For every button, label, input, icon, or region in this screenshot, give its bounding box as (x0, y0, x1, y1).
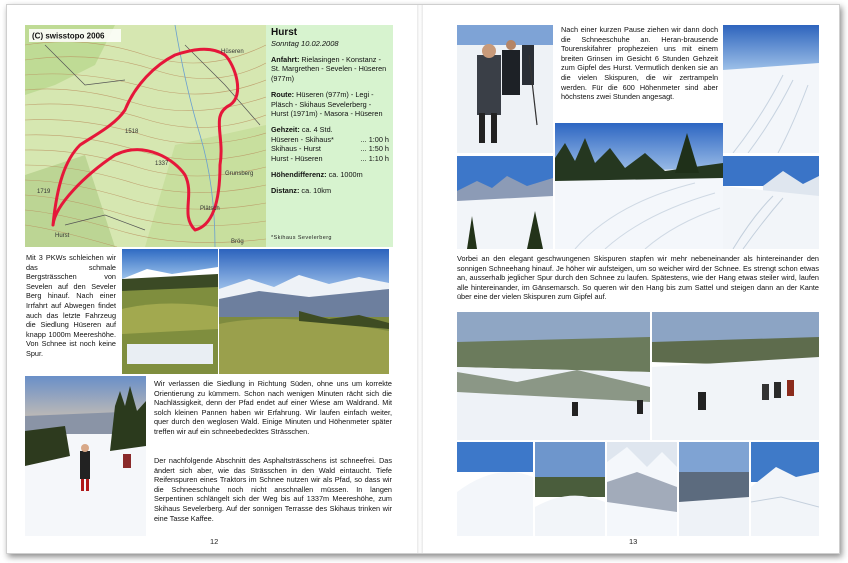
distanz-value: ca. 10km (301, 186, 332, 196)
photo-panorama (219, 249, 389, 374)
gehzeit-total: ca. 4 Std. (301, 125, 333, 135)
topo-map (25, 25, 266, 247)
photo-forest-snow-mid (555, 123, 723, 249)
skihaus-footnote: *Skihaus Sevelerberg (271, 235, 332, 241)
map-label: Grunsberg (225, 171, 254, 177)
map-label: Hüseren (221, 49, 244, 55)
photo-ski-tracks-svg (723, 25, 819, 153)
photo-ski-slope-right-svg (723, 156, 819, 249)
photo-climb-right-svg (652, 312, 819, 440)
photo-panorama-svg (219, 249, 389, 374)
route-label: Route: (271, 90, 295, 100)
photo-strip-3-svg (607, 442, 677, 536)
anfahrt-text: Rielasingen - Konstanz - St. Margrethen - Sevelen - Hüseren (977m) (271, 55, 387, 83)
photo-strip-4-svg (679, 442, 749, 536)
text-para-3: Der nachfolgende Abschnitt des Asphaltsträsschens ist schneefrei. Das ändert sich aber, wie das Strässchen in den Wald eintaucht. Tiefe Reifenspuren eines Traktors im Schnee nutzen wir als Pfad, so dass wir die Schneeschuhe noch nicht anschnallen müssen. In langen Serpentinen schlängelt sich der Weg bis auf 1337m Meereshöhe, zum Skihaus Sevelerberg. Auf der sonnigen Terrasse des Skihaus trinken wir eine Tasse Kaffee. (154, 456, 392, 523)
gehzeit-row (271, 144, 389, 153)
route-text: Hüseren (977m) - Legi - Pläsch - Skihaus Sevelerberg - Hurst (1971m) - Masora - Hüseren (271, 90, 383, 119)
hoehen-label: Höhendifferenz: (271, 170, 327, 180)
gehzeit-segment: Hüseren - Skihaus* (271, 134, 334, 144)
route-block (271, 90, 389, 118)
hoehen-block (271, 170, 389, 179)
photo-climb-right (652, 312, 819, 440)
page-left (7, 5, 417, 553)
tour-date: Sonntag 10.02.2008 (271, 39, 339, 48)
tour-info-box (266, 25, 393, 247)
photo-strip-2 (535, 442, 605, 536)
hoehen-value: ca. 1000m (328, 170, 363, 180)
map-label: 1518 (125, 129, 139, 135)
photo-strip-1-svg (457, 442, 533, 536)
photo-pasture (122, 249, 218, 374)
gehzeit-time: ... 1:50 h (360, 144, 389, 154)
photo-strip-1 (457, 442, 533, 536)
photo-hikers-group (457, 25, 553, 153)
photo-ski-slope-right (723, 156, 819, 249)
book-spread (6, 4, 840, 554)
text-para-5: Vorbei an den elegant geschwungenen Skispuren stapfen wir mehr nebeneinander als hintereinander den sonnigen Schneehang hinauf. Je höher wir aufsteigen, um so weicher wird der Schnee. Es strengt schon etwas an, ausserhalb jeglicher Spur durch den Schnee zu laufen. Spätestens, wie der Hang etwas steiler wird, laufen alle hintereinander, im Gänsemarsch. So queren wir den Hang bis zum Sattel und steigen dann an der Kante über eine der vielen Skispuren zum Gipfel auf. (457, 254, 819, 302)
text-para-2: Wir verlassen die Siedlung in Richtung Süden, ohne uns um korrekte Orientierung zu kümmern. Schon nach wenigen Minuten rächt sich die Nachlässigkeit, denn der Pfad endet auf einer Wiese am Waldrand. Mit solch kleinen Pannen haben wir Erfahrung. Wir laufen einfach weiter, quer durch den weglosen Wald. Einige Minuten und Höhenmeter später treffen wir auf ein schneebedecktes Strässchen. (154, 379, 392, 436)
page-right (423, 5, 839, 553)
map-label: Hurst (55, 233, 70, 239)
photo-ski-tracks (723, 25, 819, 153)
anfahrt-block (271, 55, 389, 83)
map-label: 1719 (37, 189, 51, 195)
anfahrt-label: Anfahrt: (271, 55, 300, 64)
photo-strip-5 (751, 442, 819, 536)
gehzeit-row (271, 154, 389, 163)
topo-map-svg (25, 25, 266, 247)
text-para-1: Mit 3 PKWs schleichen wir das schmale Bergsträsschen von Sevelen auf den Seveler Berg hinauf. Nach einer Irrfahrt auf Abwegen findet auch das letzte Fahrzeug die Siedlung Hüseren auf knapp 1000m Meereshöhe. Von Schnee ist noch keine Spur. (26, 253, 116, 358)
photo-climb-left (457, 312, 650, 440)
photo-forest-snow-left (457, 156, 553, 249)
gehzeit-time: ... 1:00 h (360, 134, 389, 144)
photo-climb-left-svg (457, 312, 650, 440)
distanz-label: Distanz: (271, 186, 300, 196)
tour-title: Hurst (271, 27, 298, 38)
photo-hikers-group-svg (457, 25, 553, 153)
gehzeit-segment: Skihaus - Hurst (271, 144, 321, 154)
text-para-4: Nach einer kurzen Pause ziehen wir dann doch die Schneeschuhe an. Heran-brausende Tourenskifahrer prophezeien uns mit einem breiten Grinsen im Gesicht 6 Stunden Gehzeit zum Gipfel des Hurst. Vermutlich denken sie an die vielen Skispuren, die wir zertrampeln werden. Für die 600 Höhenmeter sind aber höchstens zwei Stunden angesagt. (561, 25, 718, 102)
photo-strip-5-svg (751, 442, 819, 536)
photo-hikers-slope (25, 376, 146, 536)
photo-strip-4 (679, 442, 749, 536)
photo-pasture-svg (122, 249, 218, 374)
photo-forest-snow-left-svg (457, 156, 553, 249)
distanz-block (271, 186, 389, 195)
photo-strip-3 (607, 442, 677, 536)
photo-hikers-slope-svg (25, 376, 146, 536)
gehzeit-label: Gehzeit: (271, 125, 300, 135)
map-label: Brög (231, 239, 244, 245)
map-label: 1337 (155, 161, 169, 167)
map-label: Plätsch (200, 206, 220, 212)
gehzeit-segment: Hurst - Hüseren (271, 153, 323, 163)
page-number-right: 13 (629, 537, 638, 546)
gehzeit-block (271, 125, 389, 163)
gehzeit-time: ... 1:10 h (360, 153, 389, 163)
gehzeit-row (271, 135, 389, 144)
map-copyright: (C) swisstopo 2006 (32, 31, 105, 41)
page-number-left: 12 (210, 537, 219, 546)
photo-forest-snow-mid-svg (555, 123, 723, 249)
photo-strip-2-svg (535, 442, 605, 536)
